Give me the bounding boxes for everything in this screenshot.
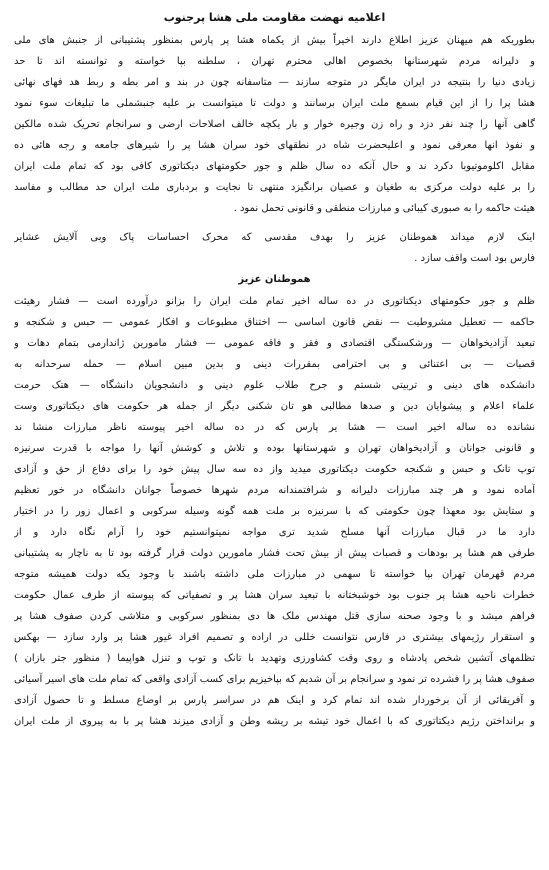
text-line: تظلمهای آتشین شخص پادشاه و روی وقت کشاورزی وتهدید با تانک و توپ و تنزل هواپیما ( منظور جتر بازان )	[14, 653, 535, 664]
text-line: نشانده ده ساله اخیر است — هشا یر پارس که در ده ساله اخیر پیوسته ناظر مبارزات منشا ند	[14, 422, 535, 433]
paragraph-grievances	[14, 291, 535, 732]
text-line: و برانداختن رژیم دیکتاتوری که با اعمال خود تیشه بر ریشه وطن و آزادی میزند هشا پر با به پیروی از ملت ایران	[14, 716, 535, 727]
text-line: حاکمه — تعطیل مشروطیت — نقض قانون اساسی — اختناق مطبوعات و افکار عمومی — حبس و شکنجه و	[14, 317, 535, 328]
text-line: و قانونی جوانان و آزادیخواهان تهران و شهرستانها بوده و تلاش و کوشش آنها را مواجه با قدرت سرنیزه	[14, 443, 535, 454]
paragraph-intro	[14, 30, 535, 219]
text-line: تبعید آزادیخواهان — ورشکستگی اقتصادی و فقر و فاقه عمومی — فشار مامورین ژاندارمی بتمام دهات و	[14, 338, 535, 349]
declaration-document	[14, 8, 535, 866]
text-line: قصبات — بی اعتنائی و بی احترامی بمقررات دینی و بدین مبین اسلام — حمله سرحدانه به	[14, 359, 535, 370]
text-line: خطرات ناحیه هشا پر جنوب بود خوشبختانه با تبعید سران هشا پر و تصفیاتی که پیوسته از طرف عمال حکومت	[14, 590, 535, 601]
text-line: هشا پرا را از این قیام بسمع ملت ایران برسانند و دولت تا میتوانست بر علیه جنبشملی ما تبلیغات سوء نمود	[14, 98, 535, 109]
paragraph-purpose	[14, 227, 535, 269]
text-line: و دلیرانه مردم شهرستانها بخصوص اهالی محترم تهران ، سلطنه بپا خواسته و توانسته اند تا حد	[14, 56, 535, 67]
text-line: و آفریقائی از آن برخوردار شده اند تمام کرد و اینک هم در سراسر پارس بر اوضاع مسلط و تا حصول آزادی	[14, 695, 535, 706]
text-line: فارس بود است واقف سازد .	[414, 253, 535, 264]
text-line: را بر علیه دولت مرکزی به طغیان و عصیان برانگیزد منتهی تا نجایت و بردباری ملت ایران حد مطالب و مفاسد	[14, 182, 535, 193]
salutation: هموطنان عزیز	[238, 274, 311, 285]
paragraph-gap	[14, 219, 535, 227]
document-title: اعلامیه نهضت مقاومت ملی هشا پرجنوب	[163, 11, 386, 24]
text-line: ظلم و جور حکومتهای دیکتاتوری در ده ساله اخیر تمام ملت ایران را بزانو درآورده است — فشار رهیئت	[14, 296, 535, 307]
text-line: طرفی هم هشا پر بودهات و قصبات پیش از بیش تحت فشار مامورین دولت قرار گرفته بود تا به ناچار به پشتیبانی	[14, 548, 535, 559]
text-line: فراهم میشد و با وجود صحنه سازی قتل مهندس ملک ها دی بمنظور سرکوبی و متلاشی کردن صفوف هشا پر	[14, 611, 535, 622]
text-line: آماده نمود و هر چند مبارزات دلیرانه و شرافتمندانه مردم شهرها خصوصاً جوانان دانشگاه در خور تعظیم	[14, 485, 535, 496]
text-line: علماء اعلام و پیشوایان دین و صدها مطالبی هو تان شکنی دیگر از جمله هر حکومت های دیکتاتوری وست	[14, 401, 535, 412]
text-line: و نفوذ انها معرفی نمود و اعلیحضرت شاه در نطقهای خود سران هشا پر را شیرهای جامعه و رجه هائی ده	[14, 140, 535, 151]
text-line: و ستایش بود معهذا چون حکومتی که با سرنیزه بر ملت همه گونه وسیله سرکوبی و اعمال زور را در اختیار	[14, 506, 535, 517]
text-line: توپ تانک و حبس و شکنجه حکومت دیکتاتوری میدید واز ده سه سال پیش خود را برای دفاع از حق و آزادی	[14, 464, 535, 475]
text-line: مردم قهرمان تهران بپا خواسته تا سهمی در مبارزات ملی داشته باشند با وجود یکه دولت همیشه متوجه	[14, 569, 535, 580]
text-line: و استقرار رژیمهای بیشتری در فارس نتوانست خللی در اراده و تصمیم افراد غیور هشا پر وارد سازد — بهکس	[14, 632, 535, 643]
text-line: گاهی آنها را چند نفر دزد و راه زن وجیره خوار و بار یکچه خالف اصلاحات ارضی و سرانجام تحریک شده مالکین	[14, 119, 535, 130]
text-line: هیئت حاکمه را به صبوری کیبائی و مبارزات منطقی و قانونی تحمل نمود .	[233, 203, 535, 214]
text-line: اینک لازم میداند هموطنان عزیز را بهدف مقدسی که محرک احساسات پاک وبی آلایش عشایر	[14, 232, 535, 243]
text-line: زیادی دنیا را بنتیجه در ایران مایگر در متوجه سازند — متاسفانه چون در بند و امر بطه و ربط هد فهای نهائی	[14, 77, 535, 88]
text-line: صفوف هشا پر را فشرده تر نمود و سرانجام بر آن شدیم که بپاخیزیم برای کسب آزادی واقعی که تمام ملت های اسیر آسیائی	[14, 674, 535, 685]
text-line: دارد ما در قبال مبارزات آنها مسلح شدید تری مواجه نمیتوانستیم خود را آرام نگاه دارد و از	[14, 527, 535, 538]
text-line: مقابل اکلوموتیوبا دکرد ند و حال آنکه ده سال ظلم و جور حکومتهای دیکتاتوری کافی بود که تمام ملت ایران	[14, 161, 535, 172]
text-line: دانشکده های دینی و تربیتی شستم و جرح طلاب علوم دینی و دانشجویان دانشگاه — هتک حرمت	[14, 380, 535, 391]
text-line: بطوریکه هم میهنان عزیز اطلاع دارند اخیراً بیش از یکماه هشا پر پارس بمنظور پشتیبانی از جنبش های ملی	[14, 35, 535, 46]
